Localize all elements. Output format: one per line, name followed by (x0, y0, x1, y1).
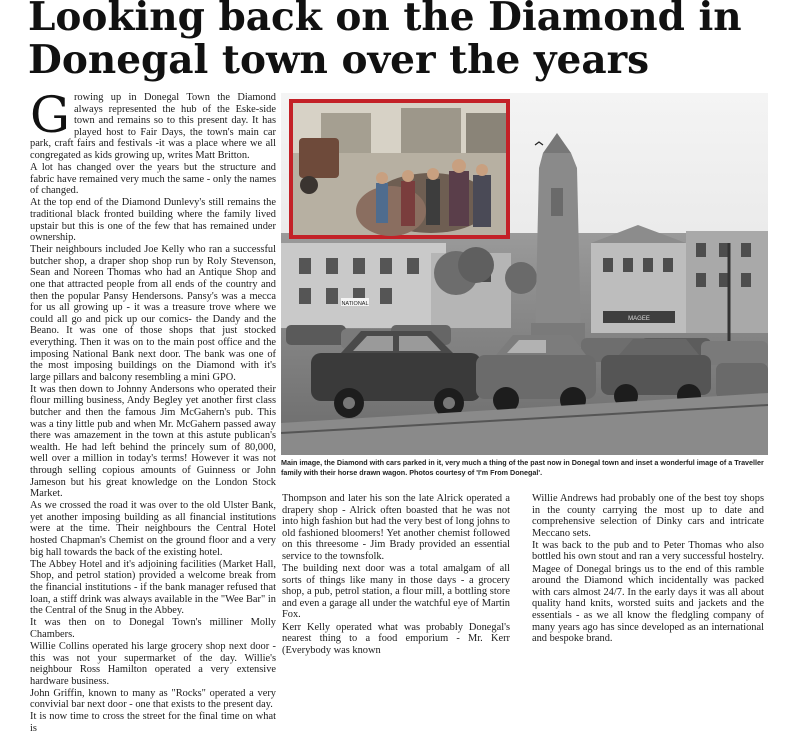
photo-caption: Main image, the Diamond with cars parked in it, very much a thing of the past now in Donegal town and inset a wonderful image of a Traveller family with their horse drawn wagon. Photos courtesy of 'I'm From Donegal'. (281, 458, 764, 477)
article-paragraph: Growing up in Donegal Town the Diamond always represented the hub of the Eske-side town and remains so to this present day. It has played host to Fair Days, the town's main car park, craft fairs and festivals -it was a place where we all congregated as kids growing up, writes Matt Britton. (30, 86, 276, 161)
article-paragraph: Thompson and later his son the late Alrick operated a drapery shop - Alrick often boasted that he was not into high fashion but had the very best of long johns to old fashioned bloomers! Yet another chemist followed on this threesome - Jim Brady provided an essential service to the townsfolk. (282, 493, 510, 562)
article-column-1 (30, 86, 276, 735)
article-paragraph: The Abbey Hotel and it's adjoining facilities (Market Hall, Shop, and petrol station) provided a welcome break from the financial institutions - if the bank manager refused that loan, a stiff drink was always available in the "Wee Bar" in the Central of the Snug in the Abbey. (30, 558, 276, 617)
article-paragraph: At the top end of the Diamond Dunlevy's still remains the traditional black fronted building where the family lived upstair but this is one of the few that has remained under ownership. (30, 197, 276, 244)
article-paragraph: Magee of Donegal brings us to the end of this ramble around the Diamond which incidentally was packed with cars almost 24/7. In the early days it was all about quality hand knits, worsted suits and jackets and the essentials - as we all know the fledgling company of many years ago has since developed as an international and bespoke brand. (532, 563, 764, 645)
article-paragraph: A lot has changed over the years but the structure and fabric have remained very much the same - only the names of changed. (30, 162, 276, 197)
article-paragraph: The building next door was a total amalgam of all sorts of things like many in those days - a grocery shop, a pub, petrol station, a flour mill, a bottling store and even a garage all under the watchful eye of Martin Fox. (282, 563, 510, 621)
photo-illustration (281, 93, 768, 455)
article-paragraph: It was then on to Donegal Town's milliner Molly Chambers. (30, 617, 276, 640)
article-column-2 (282, 493, 510, 657)
article-column-3 (532, 493, 764, 645)
article-paragraph: Willie Andrews had probably one of the best toy shops in the county carrying the most up to date and comprehensive selection of Dinky cars and intricate Meccano sets. (532, 493, 764, 539)
photo-sign-magee: MAGEE (628, 316, 650, 322)
article-paragraph: Kerr Kelly operated what was probably Donegal's nearest thing to a food emporium - Mr. Kerr (Everybody was known (282, 621, 510, 656)
drop-cap: G (30, 86, 70, 144)
article-paragraph: Their neighbours included Joe Kelly who ran a successful butcher shop, a draper shop shop run by Roly Stevenson, Sean and Noreen Thomas who had an Antique Shop and one that attracted people from all ends of the country and then the popular Pansy Hendersons. Pansy's was a mecca for us all growing up - it was a treasure trove where we could all go and pick up our comics- the Dandy and the Beano. It was one of those shops that just stocked everything. Then it was on to the main post office and the imposing National Bank next door. The bank was one of the most imposing buildings on the Diamond with it's large pillars and balcony resembling a mini GPO. (30, 244, 276, 383)
article-paragraph: It was back to the pub and to Peter Thomas who also bottled his own stout and ran a very successful hostelry. (532, 539, 764, 563)
article-paragraph: John Griffin, known to many as "Rocks" operated a very convivial bar next door - one that exists to the present day. (30, 687, 276, 711)
photo-sign-national: NATIONAL (341, 301, 369, 307)
article-paragraph: Willie Collins operated his large grocery shop next door - this was not your supermarket of the day. Willie's neighbour Ross Hamilton operated a very extensive hardware business. (30, 640, 276, 687)
article-paragraph: It was then down to Johnny Andersons who operated their flour milling business, Andy Begley yet another first class butcher and then the famous Jim McGahern's pub. This was a tiny little pub and when Mr. McGahern passed away there was amazement in the town at this astute publican's wealth. He had left behind the princely sum of 80,000, well over a million in today's terms! However it was not through selling copious amounts of Guinness or John Jameson but his great knowledge on the London Stock Market. (30, 383, 276, 500)
article-headline: Looking back on the Diamond in Donegal town over the years (28, 0, 742, 83)
article-paragraph: It is now time to cross the street for the final time on what is (30, 711, 276, 735)
diamond-main-photo (281, 93, 768, 455)
article-paragraph: As we crossed the road it was over to the old Ulster Bank, yet another imposing building as all financial institutions were at the time. Their neighbours the Central Hotel hosted Chapman's Chemist on the ground floor and a very big hall towards the back of the existing hotel. (30, 500, 276, 558)
inset-traveller-photo (289, 99, 510, 239)
